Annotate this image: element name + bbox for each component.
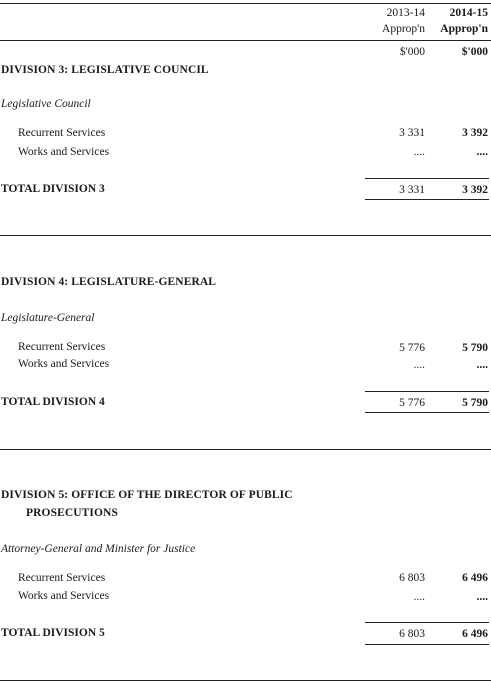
total-underline [365,412,489,413]
division-total-prev: 5 776 [399,397,425,409]
line-item-prev: 6 803 [399,572,425,584]
section-rule [0,449,491,450]
line-item-curr: 6 496 [462,572,488,584]
division-total-label: TOTAL DIVISION 5 [1,627,105,639]
line-item-curr: 3 392 [462,127,488,139]
header-prev-year: 2013-14 [386,7,425,19]
top-rule [0,3,491,4]
division-title-continued: PROSECUTIONS [26,507,118,519]
division-subheading: Legislative Council [1,98,91,110]
header-curr-year: 2014-15 [449,7,488,19]
line-item-curr: 5 790 [462,342,488,354]
line-item-label: Works and Services [18,146,110,158]
line-item-label: Works and Services [18,590,110,602]
line-item-prev: .... [413,359,425,371]
header-rule [0,40,491,41]
division-title: DIVISION 3: LEGISLATIVE COUNCIL [1,64,209,76]
division-total-prev: 3 331 [399,184,425,196]
total-rule [365,391,489,392]
header-prev-unit: $'000 [399,46,425,58]
division-total-label: TOTAL DIVISION 4 [1,396,105,408]
header-curr-sub: Approp'n [440,23,488,35]
line-item-curr: .... [476,591,488,603]
division-total-curr: 6 496 [462,628,488,640]
division-total-prev: 6 803 [399,628,425,640]
line-item-curr: .... [476,359,488,371]
total-rule [365,178,489,179]
line-item-prev: .... [413,146,425,158]
line-item-label: Recurrent Services [18,572,106,584]
header-curr-unit: $'000 [461,46,488,58]
section-rule [0,680,491,681]
line-item-prev: 3 331 [399,127,425,139]
division-total-curr: 5 790 [462,397,488,409]
division-title: DIVISION 4: LEGISLATURE-GENERAL [1,276,217,288]
division-subheading: Legislature-General [1,312,95,324]
division-total-curr: 3 392 [462,184,488,196]
line-item-prev: .... [413,591,425,603]
total-underline [365,644,489,645]
division-title: DIVISION 5: OFFICE OF THE DIRECTOR OF PUBLIC [1,489,293,501]
line-item-label: Recurrent Services [18,127,106,139]
total-underline [365,199,489,200]
total-rule [365,622,489,623]
line-item-label: Works and Services [18,358,110,370]
header-prev-sub: Approp'n [382,23,425,35]
division-total-label: TOTAL DIVISION 3 [1,183,105,195]
line-item-label: Recurrent Services [18,341,106,353]
section-rule [0,235,491,236]
division-subheading: Attorney-General and Minister for Justice [1,543,196,555]
line-item-prev: 5 776 [399,342,425,354]
line-item-curr: .... [476,146,488,158]
